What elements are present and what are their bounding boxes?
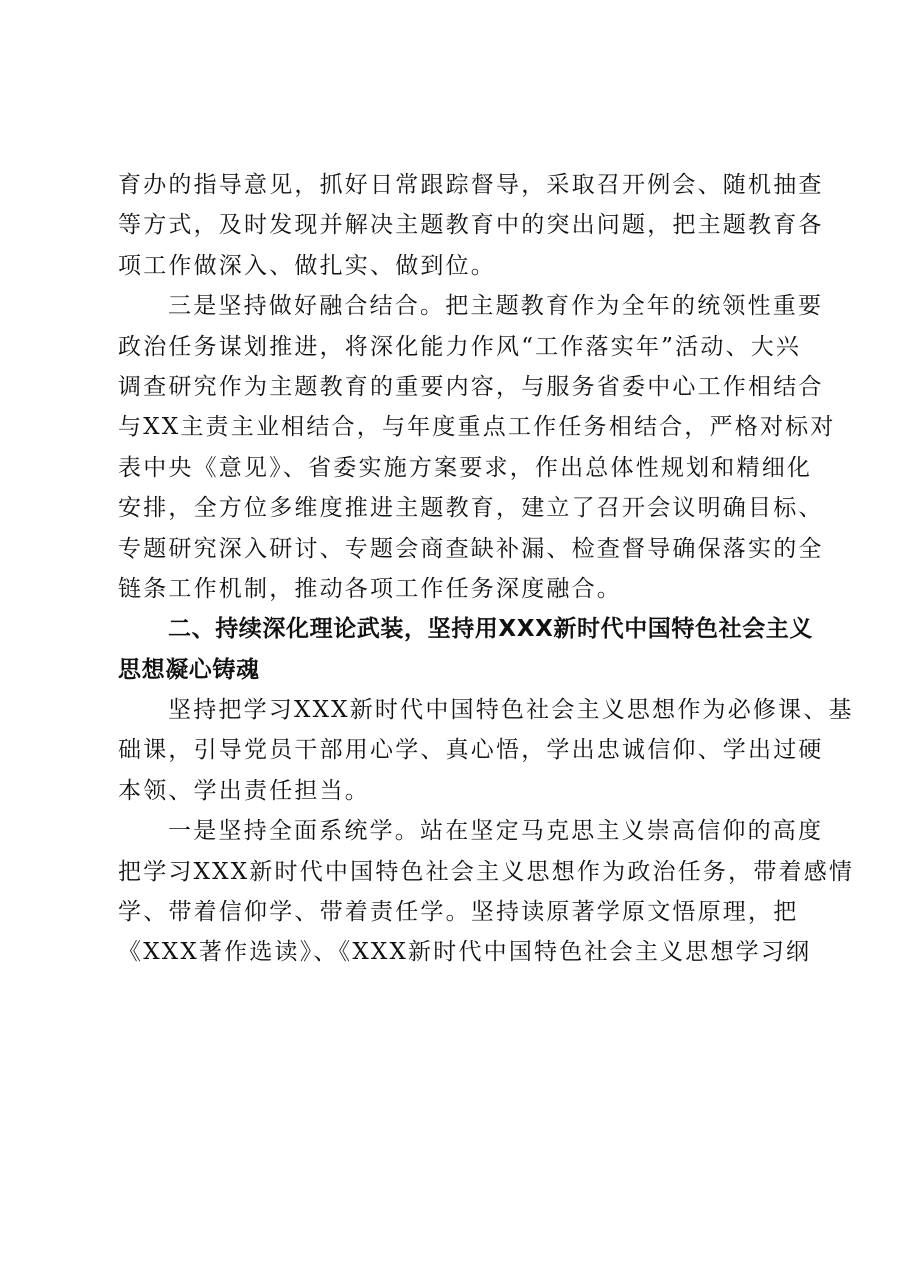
paragraph-line: 等方式，及时发现并解决主题教育中的突出问题，把主题教育各: [118, 212, 824, 239]
paragraph-line: 表中央《意见》、省委实施方案要求，作出总体性规划和精细化: [118, 454, 813, 481]
paragraph-line: 安排，全方位多维度推进主题教育，建立了召开会议明确目标、: [118, 495, 824, 522]
paragraph-line: 把学习XXX新时代中国特色社会主义思想作为政治任务，带着感情: [118, 858, 855, 885]
paragraph-line: 专题研究深入研讨、专题会商查缺补漏、检查督导确保落实的全: [118, 535, 824, 562]
paragraph-line: 三是坚持做好融合结合。把主题教育作为全年的统领性重要: [168, 293, 824, 320]
paragraph-line: 坚持把学习XXX新时代中国特色社会主义思想作为必修课、基: [168, 697, 854, 724]
paragraph-line: 与XX主责主业相结合，与年度重点工作任务相结合，严格对标对: [118, 414, 836, 441]
paragraph-line: 项工作做深入、做扎实、做到位。: [118, 252, 496, 279]
section-heading-line: 二、持续深化理论武装，坚持用XXX新时代中国特色社会主义: [168, 616, 813, 643]
paragraph-line: 链条工作机制，推动各项工作任务深度融合。: [118, 575, 622, 602]
paragraph-line: 一是坚持全面系统学。站在坚定马克思主义崇高信仰的高度: [168, 818, 824, 845]
paragraph-line: 《XXX著作选读》、《XXX新时代中国特色社会主义思想学习纲: [118, 939, 812, 966]
paragraph-line: 础课，引导党员干部用心学、真心悟，学出忠诚信仰、学出过硬: [118, 737, 824, 764]
paragraph-line: 育办的指导意见，抓好日常跟踪督导，采取召开例会、随机抽查: [118, 172, 824, 198]
section-heading-line: 思想凝心铸魂: [118, 656, 260, 683]
document-body: [118, 165, 855, 973]
paragraph-line: 政治任务谋划推进，将深化能力作风“工作落实年”活动、大兴: [118, 333, 802, 360]
paragraph-line: 学、带着信仰学、带着责任学。坚持读原著学原文悟原理，把: [118, 899, 799, 926]
paragraph-line: 调查研究作为主题教育的重要内容，与服务省委中心工作相结合: [118, 373, 824, 400]
paragraph-line: 本领、学出责任担当。: [118, 777, 370, 804]
